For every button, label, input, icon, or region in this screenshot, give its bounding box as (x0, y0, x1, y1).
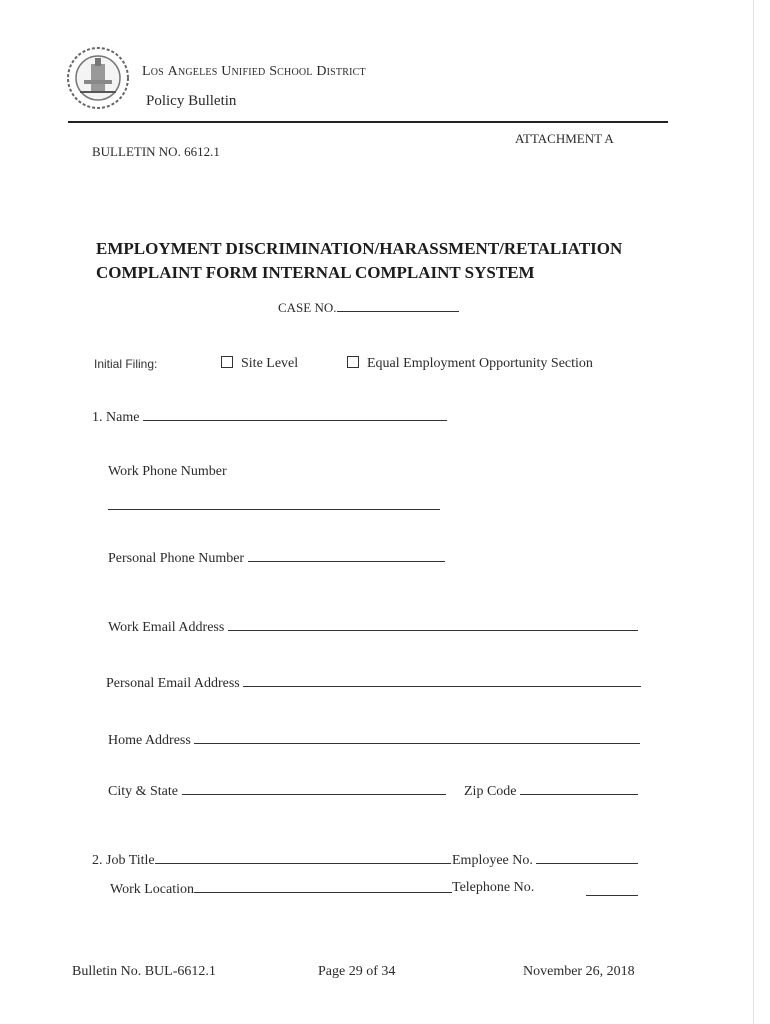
site-level-option[interactable] (221, 356, 298, 372)
personal-phone-field[interactable] (108, 549, 445, 567)
work-phone-line[interactable] (108, 497, 440, 510)
zip-code-line[interactable] (520, 782, 638, 795)
case-number-line[interactable] (337, 299, 459, 312)
eeo-section-option[interactable] (347, 356, 593, 372)
footer-page-number: Page 29 of 34 (318, 964, 396, 979)
form-title-line: EMPLOYMENT DISCRIMINATION/HARASSMENT/RETALIATION (96, 239, 623, 258)
name-field[interactable] (92, 408, 447, 426)
district-seal-logo (66, 46, 130, 110)
work-email-label: Work Email Address (108, 620, 225, 635)
policy-bulletin-label: Policy Bulletin (146, 93, 237, 109)
site-level-checkbox[interactable] (221, 356, 233, 368)
footer-bulletin-number: Bulletin No. BUL-6612.1 (72, 964, 216, 979)
district-word: School (269, 64, 313, 79)
district-word: Unified (221, 64, 266, 79)
personal-email-label: Personal Email Address (106, 676, 240, 691)
home-address-label: Home Address (108, 733, 191, 748)
personal-phone-label: Personal Phone Number (108, 551, 245, 566)
home-address-line[interactable] (194, 731, 640, 744)
job-title-label: 2. Job Title (92, 853, 155, 868)
name-line[interactable] (143, 408, 447, 421)
zip-code-label: Zip Code (464, 784, 517, 799)
city-state-field[interactable] (108, 782, 446, 800)
eeo-section-label: Equal Employment Opportunity Section (367, 356, 593, 371)
footer-date: November 26, 2018 (523, 964, 635, 979)
name-label: 1. Name (92, 410, 140, 425)
job-title-line[interactable] (155, 851, 451, 864)
employee-no-label: Employee No. (452, 853, 533, 868)
district-word: Angeles (167, 64, 218, 79)
zip-code-field[interactable] (464, 782, 638, 800)
form-title-line: COMPLAINT FORM INTERNAL COMPLAINT SYSTEM (96, 263, 535, 282)
district-word: District (316, 64, 366, 79)
district-name (142, 64, 366, 80)
employee-no-line[interactable] (536, 851, 638, 864)
personal-email-field[interactable] (106, 674, 641, 692)
page-edge-shadow (753, 0, 754, 1024)
work-phone-label: Work Phone Number (108, 464, 227, 479)
case-number-label: CASE NO. (278, 300, 337, 315)
personal-phone-line[interactable] (248, 549, 445, 562)
city-state-line[interactable] (182, 782, 446, 795)
work-email-field[interactable] (108, 618, 638, 636)
work-email-line[interactable] (228, 618, 638, 631)
work-location-field[interactable] (110, 880, 452, 898)
case-number-field[interactable] (278, 299, 459, 316)
initial-filing-label: Initial Filing: (94, 357, 158, 371)
district-word: Los (142, 64, 164, 79)
telephone-no-line[interactable] (586, 883, 638, 896)
employee-no-field[interactable] (452, 851, 638, 869)
bulletin-number: BULLETIN NO. 6612.1 (92, 144, 220, 159)
city-state-label: City & State (108, 784, 178, 799)
personal-email-line[interactable] (243, 674, 641, 687)
job-title-field[interactable] (92, 851, 451, 869)
telephone-no-label: Telephone No. (452, 880, 535, 895)
site-level-label: Site Level (241, 356, 299, 371)
header-rule (68, 121, 668, 123)
work-location-label: Work Location (110, 882, 195, 897)
form-title (96, 237, 622, 285)
work-location-line[interactable] (194, 880, 452, 893)
eeo-section-checkbox[interactable] (347, 356, 359, 368)
home-address-field[interactable] (108, 731, 640, 749)
attachment-label: ATTACHMENT A (515, 131, 614, 146)
